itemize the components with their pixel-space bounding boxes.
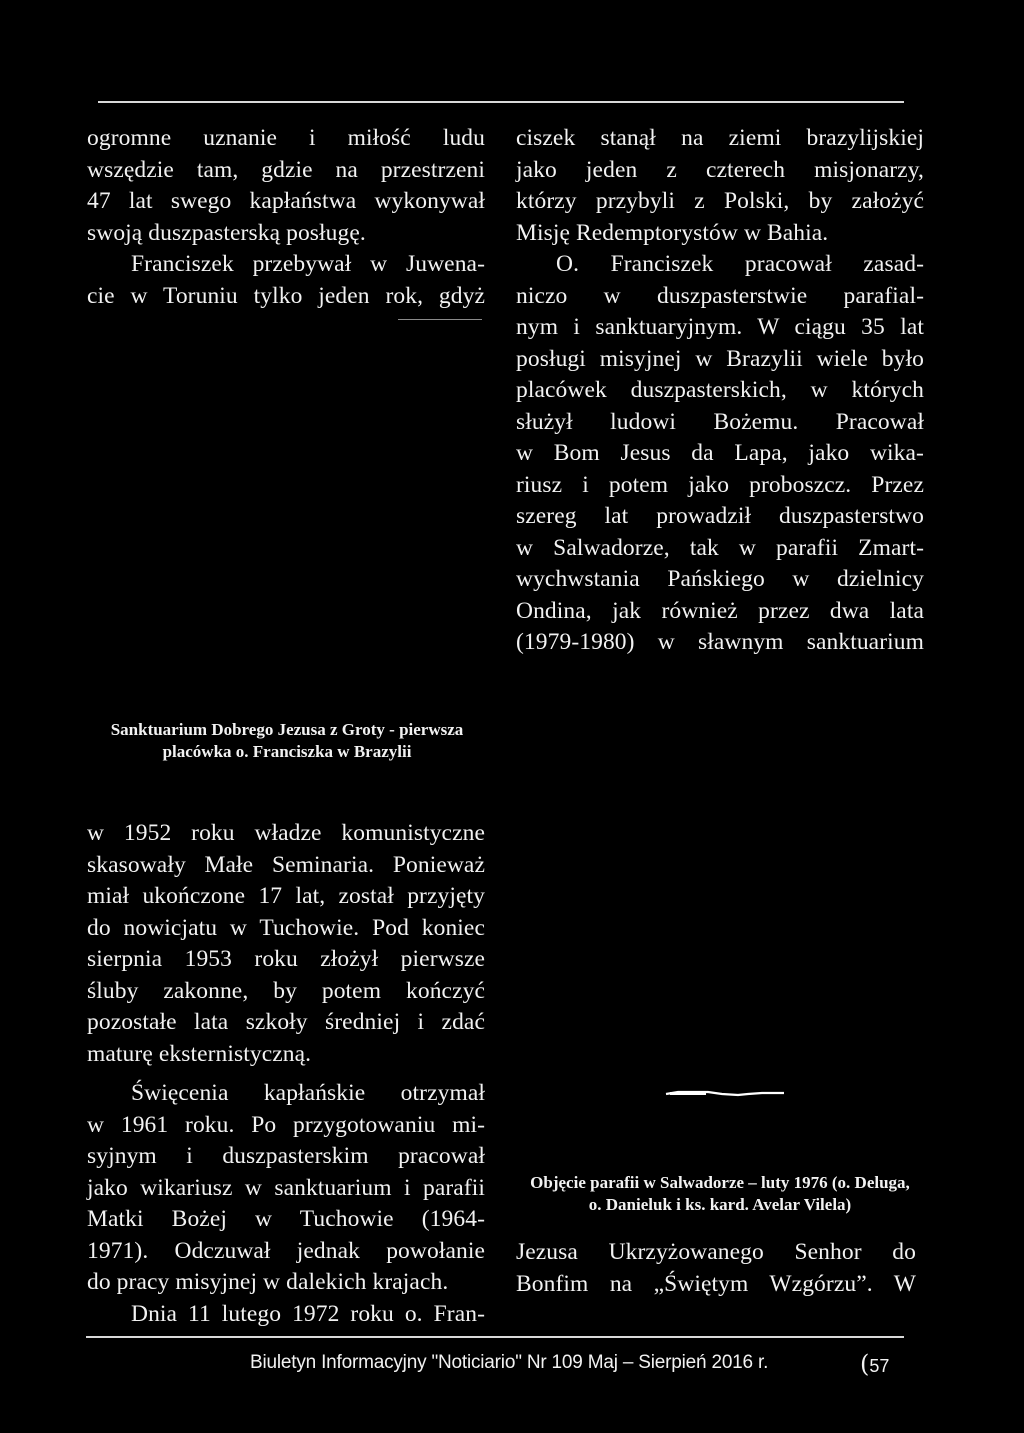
text-line: Bonfim na „Świętym Wzgórzu”. W bbox=[516, 1270, 916, 1297]
footer-publication: Biuletyn Informacyjny "Noticiario" Nr 109 Maj – Sierpień 2016 r. bbox=[250, 1352, 769, 1373]
text-line: w 1952 roku władze komunistyczne bbox=[87, 820, 485, 846]
paragraph bbox=[516, 123, 924, 249]
paragraph bbox=[87, 1299, 485, 1331]
paragraph bbox=[516, 249, 924, 659]
paragraph bbox=[87, 818, 485, 1070]
text-line: Jezusa Ukrzyżowanego Senhor do bbox=[516, 1239, 916, 1265]
caption-line: Sanktuarium Dobrego Jezusa z Groty - pierwsza bbox=[110, 720, 464, 739]
text-line: syjnym i duszpasterskim pracował bbox=[87, 1143, 485, 1169]
divider bbox=[398, 319, 482, 320]
text-line: służył ludowi Bożemu. Pracował bbox=[516, 408, 924, 435]
text-line: Dnia 11 lutego 1972 roku o. Fran- bbox=[131, 1300, 485, 1327]
text-line: O. Franciszek pracował zasad- bbox=[556, 251, 924, 277]
paragraph bbox=[87, 1078, 485, 1299]
text-line: Matki Bożej w Tuchowie (1964- bbox=[87, 1206, 485, 1232]
text-line: szereg lat prowadził duszpasterstwo bbox=[516, 503, 924, 529]
bottom-rule bbox=[86, 1336, 904, 1338]
text-line: riusz i potem jako proboszcz. Przez bbox=[516, 471, 924, 498]
text-line: nym i sanktuaryjnym. W ciągu 35 lat bbox=[516, 314, 924, 340]
text-line: Franciszek przebywał w Juwena- bbox=[131, 251, 485, 277]
text-line: w Bom Jesus da Lapa, jako wika- bbox=[516, 440, 924, 466]
text-line: Misję Redemptorystów w Bahia. bbox=[516, 219, 829, 246]
page-brace: ( bbox=[860, 1350, 870, 1378]
text-line: miał ukończone 17 lat, został przyjęty bbox=[87, 883, 485, 909]
text-line: cie w Toruniu tylko jeden rok, gdyż bbox=[87, 282, 485, 309]
text-line: 1971). Odczuwał jednak powołanie bbox=[87, 1237, 485, 1264]
left-column-top bbox=[87, 123, 485, 312]
caption-line: Objęcie parafii w Salwadorze – luty 1976 (o. Deluga, bbox=[530, 1173, 910, 1192]
text-line: sierpnia 1953 roku złożył pierwsze bbox=[87, 946, 485, 972]
left-column-bottom bbox=[87, 818, 485, 1330]
right-column-top bbox=[516, 123, 924, 659]
text-line: jako jeden z czterech misjonarzy, bbox=[516, 156, 924, 183]
photo-fragment bbox=[664, 1090, 786, 1098]
text-line: ciszek stanął na ziemi brazylijskiej bbox=[516, 125, 924, 151]
photo-caption-right bbox=[510, 1172, 930, 1216]
text-line: śluby zakonne, by potem kończyć bbox=[87, 977, 485, 1004]
right-column-bottom bbox=[516, 1237, 916, 1300]
text-line: Święcenia kapłańskie otrzymał bbox=[131, 1080, 485, 1106]
text-line: ogromne uznanie i miłość ludu bbox=[87, 125, 485, 151]
text-line: w 1961 roku. Po przygotowaniu mi- bbox=[87, 1111, 485, 1138]
text-line: swoją duszpasterską posługę. bbox=[87, 219, 366, 246]
paragraph bbox=[87, 123, 485, 249]
top-rule bbox=[98, 101, 904, 103]
text-line: wychwstania Pańskiego w dzielnicy bbox=[516, 566, 924, 592]
text-line: Ondina, jak również przez dwa lata bbox=[516, 597, 924, 624]
photo-placeholder bbox=[87, 350, 485, 690]
paragraph bbox=[87, 249, 485, 312]
text-line: w Salwadorze, tak w parafii Zmart- bbox=[516, 534, 924, 561]
text-line: wszędzie tam, gdzie na przestrzeni bbox=[87, 156, 485, 183]
paragraph bbox=[516, 1237, 916, 1300]
text-line: niczo w duszpasterstwie parafial- bbox=[516, 282, 924, 309]
page-number-value: 57 bbox=[869, 1356, 890, 1376]
text-line: do nowicjatu w Tuchowie. Pod koniec bbox=[87, 914, 485, 941]
caption-line: placówka o. Franciszka w Brazylii bbox=[162, 742, 412, 761]
text-line: pozostałe lata szkoły średniej i zdać bbox=[87, 1009, 485, 1035]
text-line: maturę eksternistyczną. bbox=[87, 1040, 312, 1067]
text-line: którzy przybyli z Polski, by założyć bbox=[516, 188, 924, 214]
page-number bbox=[860, 1350, 910, 1380]
text-line: placówek duszpasterskich, w których bbox=[516, 377, 924, 403]
text-line: posługi misyjnej w Brazylii wiele było bbox=[516, 345, 924, 372]
text-line: 47 lat swego kapłaństwa wykonywał bbox=[87, 188, 485, 214]
text-line: skasowały Małe Seminaria. Ponieważ bbox=[87, 851, 485, 878]
caption-line: o. Danieluk i ks. kard. Avelar Vilela) bbox=[588, 1195, 852, 1214]
text-line: jako wikariusz w sanktuarium i parafii bbox=[87, 1174, 485, 1201]
photo-caption-left bbox=[90, 719, 484, 763]
text-line: (1979-1980) w sławnym sanktuarium bbox=[516, 629, 924, 655]
text-line: do pracy misyjnej w dalekich krajach. bbox=[87, 1269, 449, 1295]
